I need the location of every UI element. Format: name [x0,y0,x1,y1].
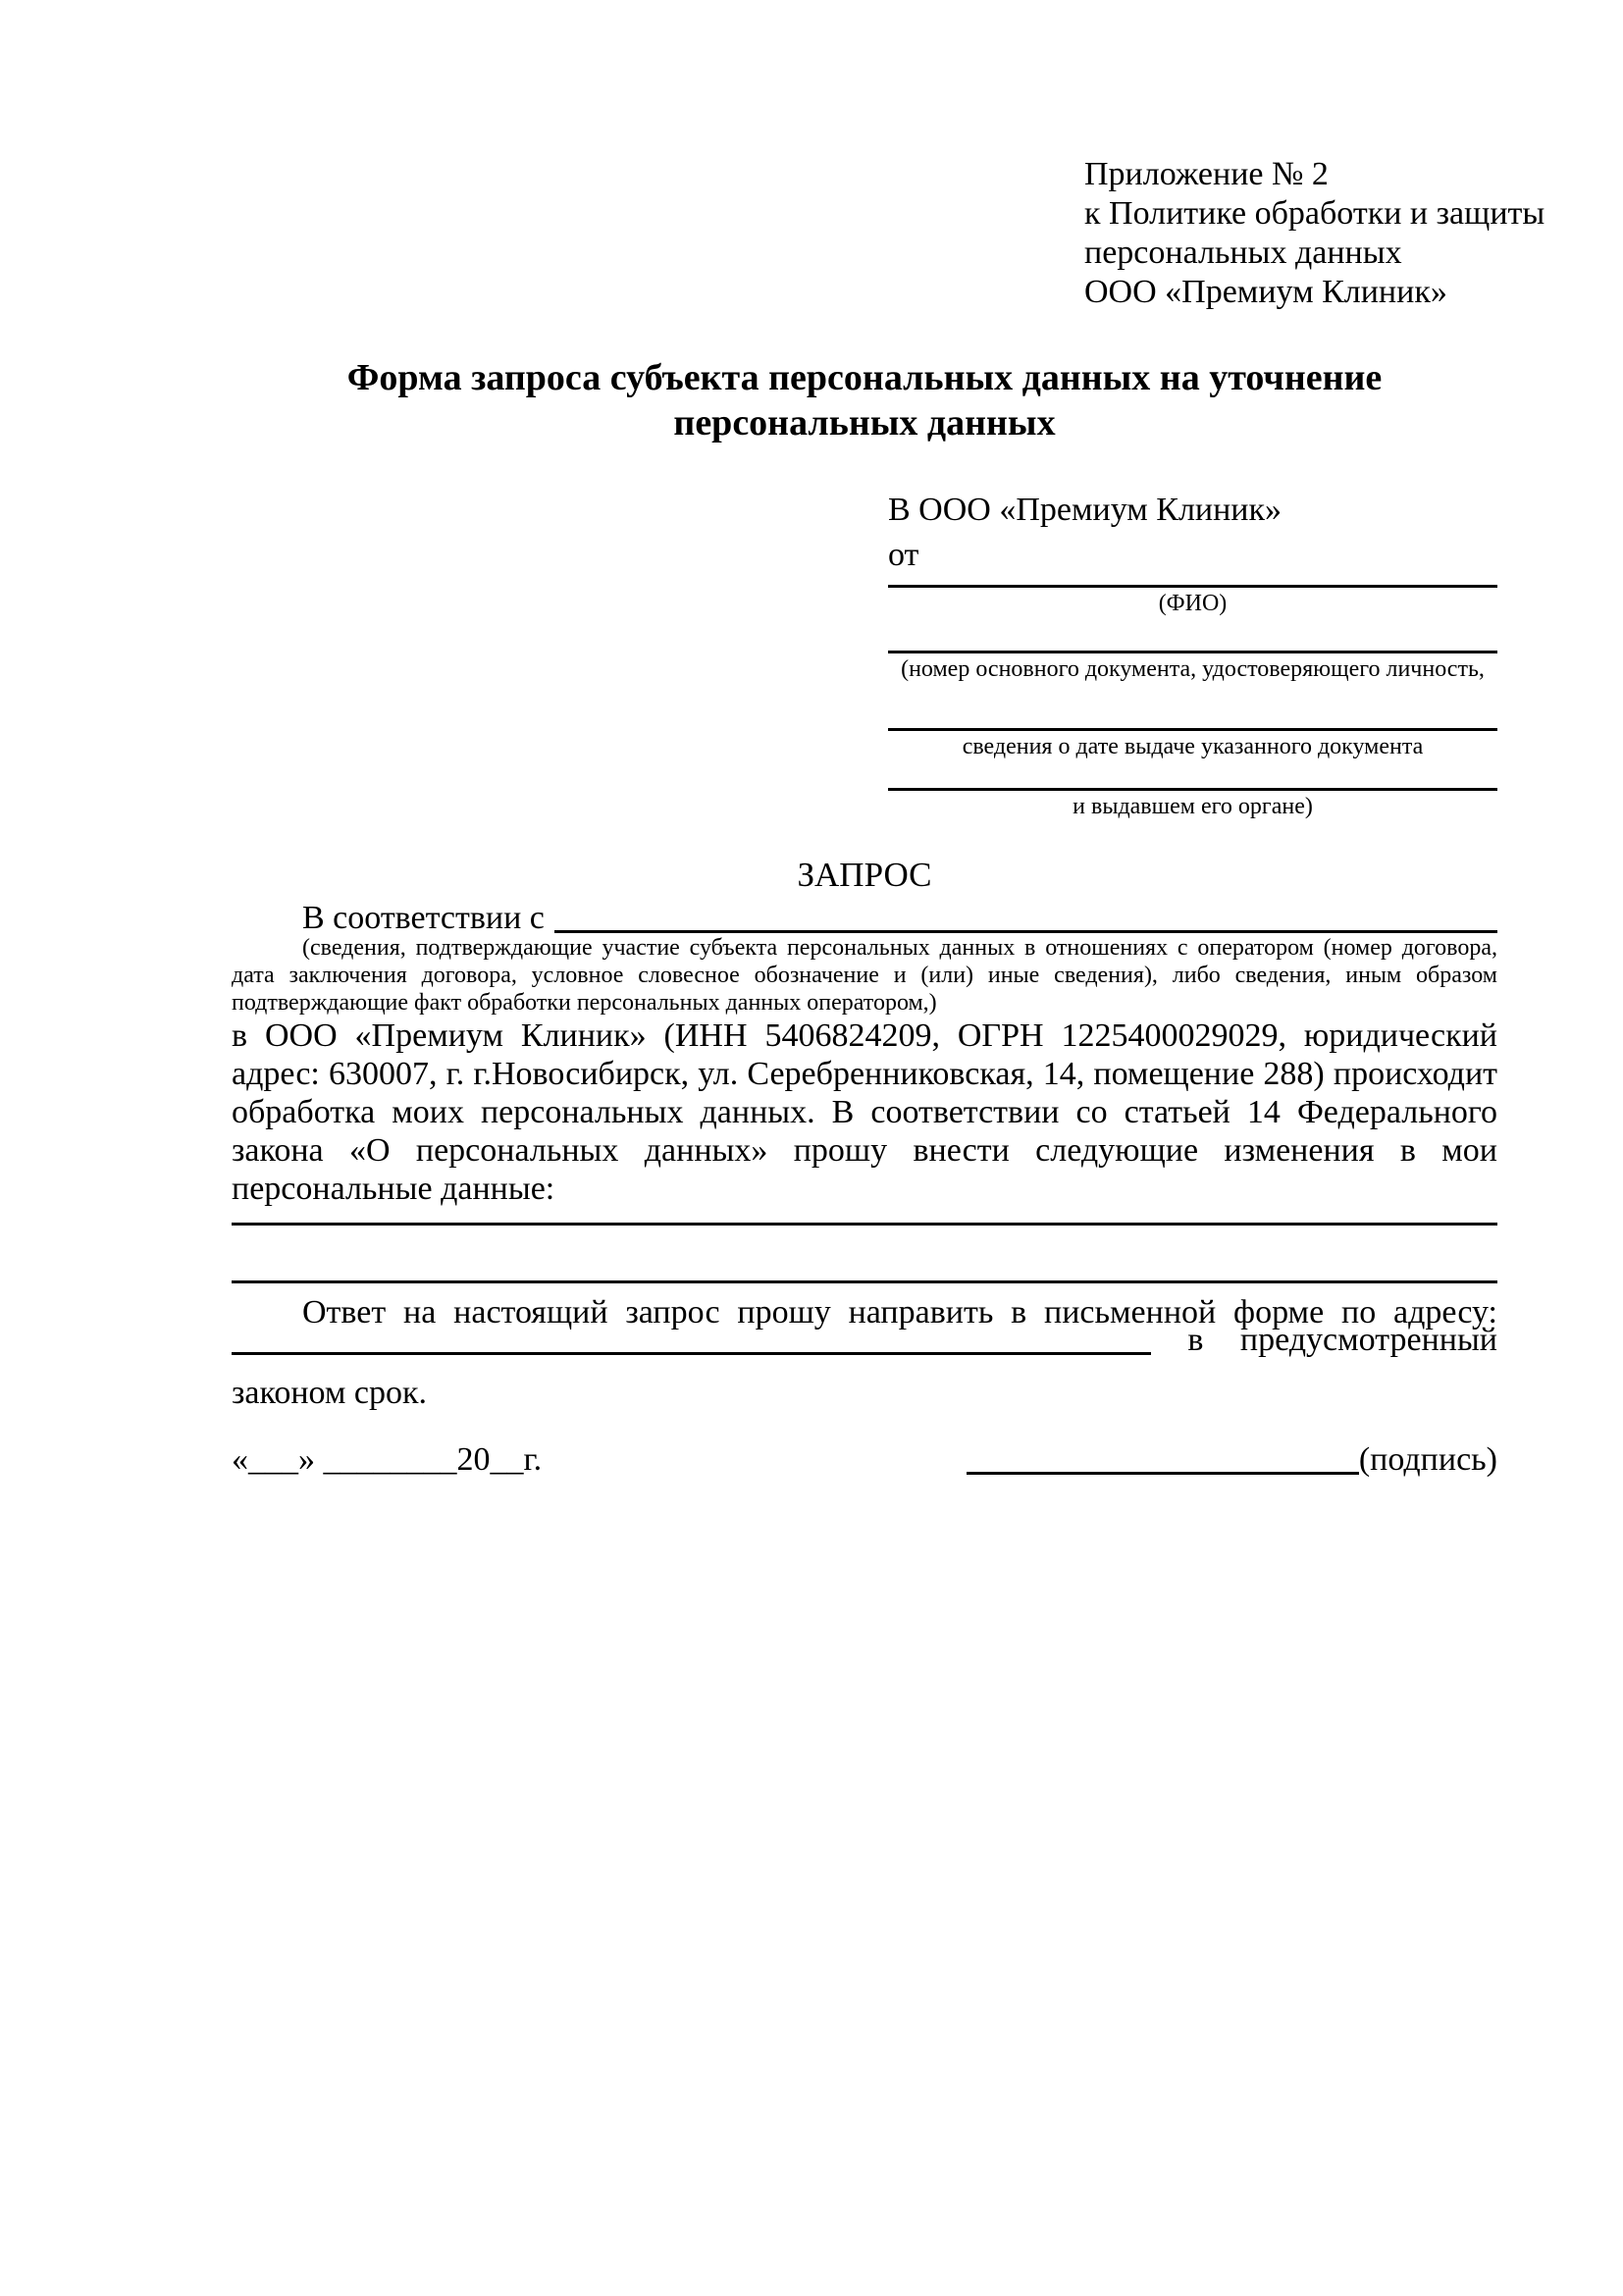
closing-text: законом срок. [232,1375,427,1411]
accordance-lead-text: В соответствии с [302,900,545,936]
appendix-header-line-1: Приложение № 2 [1084,156,1329,192]
date-template: «___» ________20__г. [232,1441,543,1478]
appendix-header-line-3: персональных данных [1084,235,1402,271]
document-number-caption: (номер основного документа, удостоверяющего личность, [901,656,1485,682]
signature-area [967,1440,1497,1480]
reply-paragraph: Ответ на настоящий запрос прошу направить в письменной форме по адресу: [302,1294,1497,1331]
accordance-row [232,899,1497,938]
issuing-authority-caption: и выдавшем его органе) [1073,794,1313,819]
form-title: Форма запроса субъекта персональных данных на уточнение персональных данных [346,357,1383,444]
fio-blank-line [888,585,1497,588]
signature-blank-line [967,1472,1359,1475]
accordance-blank-line [554,930,1497,933]
appendix-header [1084,155,1544,312]
issuing-authority-blank-line [888,788,1497,791]
appendix-header-line-4: ООО «Премиум Клиник» [1084,274,1447,310]
reply-word-v: в [1187,1322,1204,1358]
address-blank-line [232,1352,1151,1355]
signature-caption: (подпись) [1358,1441,1497,1478]
issue-date-caption: сведения о дате выдаче указанного документа [962,734,1424,759]
document-number-blank-line [888,651,1497,653]
addressee-block [888,491,1497,820]
reply-address-row [232,1321,1497,1360]
request-heading: ЗАПРОС [797,856,932,894]
accordance-caption: (сведения, подтверждающие участие субъекта персональных данных в отношениях с оператором (номер договора, дата заключения договора, условное словесное обозначение и (или) иные сведения), либо сведения, иным образом подтверждающие факт обработки персональных данных оператором,) [232,935,1497,1016]
changes-blank-line-2 [232,1280,1497,1283]
date-signature-row [232,1440,1497,1480]
issue-date-blank-line [888,728,1497,731]
addressee-from-label: от [888,537,919,573]
reply-word-predusmotrennyj: предусмотренный [1239,1322,1497,1358]
body-paragraph: в ООО «Премиум Клиник» (ИНН 5406824209, ОГРН 1225400029029, юридический адрес: 630007, г. г.Новосибирск, ул. Серебренниковская, 14, помещение 288) происходит обработка моих персональных данных. В соответствии со статьей 14 Федерального закона «О персональных данных» прошу внести следующие изменения в мои персональные данные: [232,1018,1497,1207]
changes-blank-line-1 [232,1223,1497,1226]
addressee-to: В ООО «Премиум Клиник» [888,492,1283,528]
fio-caption: (ФИО) [1158,591,1228,616]
appendix-header-line-2: к Политике обработки и защиты [1084,195,1545,232]
